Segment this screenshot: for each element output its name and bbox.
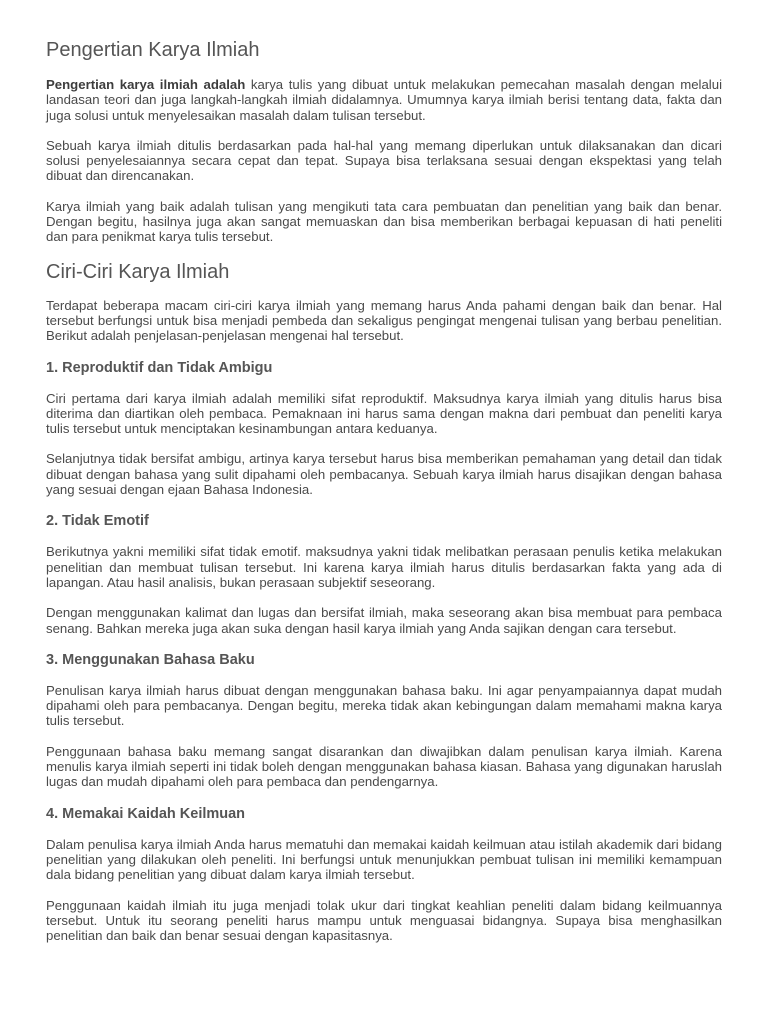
section-title-ciri-ciri: Ciri-Ciri Karya Ilmiah	[46, 260, 230, 283]
paragraph-tidak-emotif-1: Berikutnya yakni memiliki sifat tidak emotif. maksudnya yakni tidak melibatkan perasaan penulis ketika melakukan penelitian dan membuat tulisan tersebut. Ini karena karya ilmiah harus ditulis berdasarkan fakta yang ada di lapangan. Atau hasil analisis, bukan perasaan subjektif seseorang.	[46, 544, 722, 590]
subheading-reproduktif: 1. Reproduktif dan Tidak Ambigu	[46, 359, 273, 376]
definition-bold-lead: Pengertian karya ilmiah adalah	[46, 77, 246, 92]
definition-text: karya tulis yang dibuat untuk melakukan pemecahan masalah dengan melalui landasan teori dan juga langkah-langkah ilmiah didalamnya. Umumnya karya ilmiah berisi tentang data, fakta dan juga solusi untuk menyelesaikan masalah dalam tulisan tersebut.	[46, 77, 722, 123]
paragraph-reproduktif-2: Selanjutnya tidak bersifat ambigu, artinya karya tersebut harus bisa memberikan pemahaman yang detail dan tidak dibuat dengan bahasa yang sulit dipahami oleh pembacanya. Sebuah karya ilmiah harus disajikan dengan bahasa yang sesuai dengan ejaan Bahasa Indonesia.	[46, 451, 722, 498]
paragraph-definition	[46, 77, 722, 123]
paragraph-bahasa-baku-2: Penggunaan bahasa baku memang sangat disarankan dan diwajibkan dalam penulisan karya ilmiah. Karena menulis karya ilmiah seperti ini tidak boleh dengan menggunakan bahasa kiasan. Bahasa yang digunakan haruslah lugas dan mudah dipahami oleh para pembaca dan pendengarnya.	[46, 743, 722, 790]
paragraph-tidak-emotif-2: Dengan menggunakan kalimat dan lugas dan bersifat ilmiah, maka seseorang akan bisa membuat para pembaca senang. Bahkan mereka juga akan suka dengan hasil karya ilmiah yang Anda sajikan dengan cara tersebut.	[46, 605, 722, 636]
paragraph-basis: Sebuah karya ilmiah ditulis berdasarkan pada hal-hal yang memang diperlukan untuk dilaksanakan dan dicari solusi penyelesaiannya secara cepat dan tepat. Supaya bisa terlaksana sesuai dengan ekspektasi yang telah dibuat dan direncanakan.	[46, 137, 722, 184]
paragraph-kaidah-keilmuan-2: Penggunaan kaidah ilmiah itu juga menjadi tolak ukur dari tingkat keahlian peneliti dalam bidang keilmuannya tersebut. Untuk itu seorang peneliti harus mampu untuk menguasai bidangnya. Supaya bisa menghasilkan penelitian dan baik dan benar sesuai dengan kapasitasnya.	[46, 897, 722, 944]
subheading-kaidah-keilmuan: 4. Memakai Kaidah Keilmuan	[46, 805, 246, 822]
paragraph-ciri-intro: Terdapat beberapa macam ciri-ciri karya ilmiah yang memang harus Anda pahami dengan baik dan benar. Hal tersebut berfungsi untuk bisa menjadi pembeda dan sekaligus pengingat mengenai tulisan yang berbau penelitian. Berikut adalah penjelasan-penjelasan mengenai hal tersebut.	[46, 297, 722, 344]
paragraph-good-work: Karya ilmiah yang baik adalah tulisan yang mengikuti tata cara pembuatan dan penelitian yang baik dan benar. Dengan begitu, hasilnya juga akan sangat memuaskan dan bisa memberikan berbagai kepuasan di hati peneliti dan para penikmat karya tulis tersebut.	[46, 198, 722, 245]
paragraph-reproduktif-1: Ciri pertama dari karya ilmiah adalah memiliki sifat reproduktif. Maksudnya karya ilmiah yang ditulis harus bisa diterima dan diartikan oleh pembaca. Pemaknaan ini harus sama dengan makna dari pembuat dan peneliti karya tulis tersebut untuk menciptakan kesinambungan antara keduanya.	[46, 390, 722, 437]
paragraph-kaidah-keilmuan-1: Dalam penulisa karya ilmiah Anda harus mematuhi dan memakai kaidah keilmuan atau istilah akademik dari bidang penelitian yang dilakukan oleh peneliti. Ini berfungsi untuk menunjukkan pembuat tulisan ini memiliki kemampuan dala bidang penelitian yang dibuat dalam karya ilmiah tersebut.	[46, 836, 722, 883]
subheading-tidak-emotif: 2. Tidak Emotif	[46, 513, 149, 530]
section-title-pengertian: Pengertian Karya Ilmiah	[46, 39, 260, 61]
subheading-bahasa-baku: 3. Menggunakan Bahasa Baku	[46, 651, 255, 668]
paragraph-bahasa-baku-1: Penulisan karya ilmiah harus dibuat dengan menggunakan bahasa baku. Ini agar penyampaiannya dapat mudah dipahami oleh para pembacanya. Dengan begitu, mereka tidak akan kebingungan dalam memahami makna karya tulis tersebut.	[46, 682, 722, 729]
